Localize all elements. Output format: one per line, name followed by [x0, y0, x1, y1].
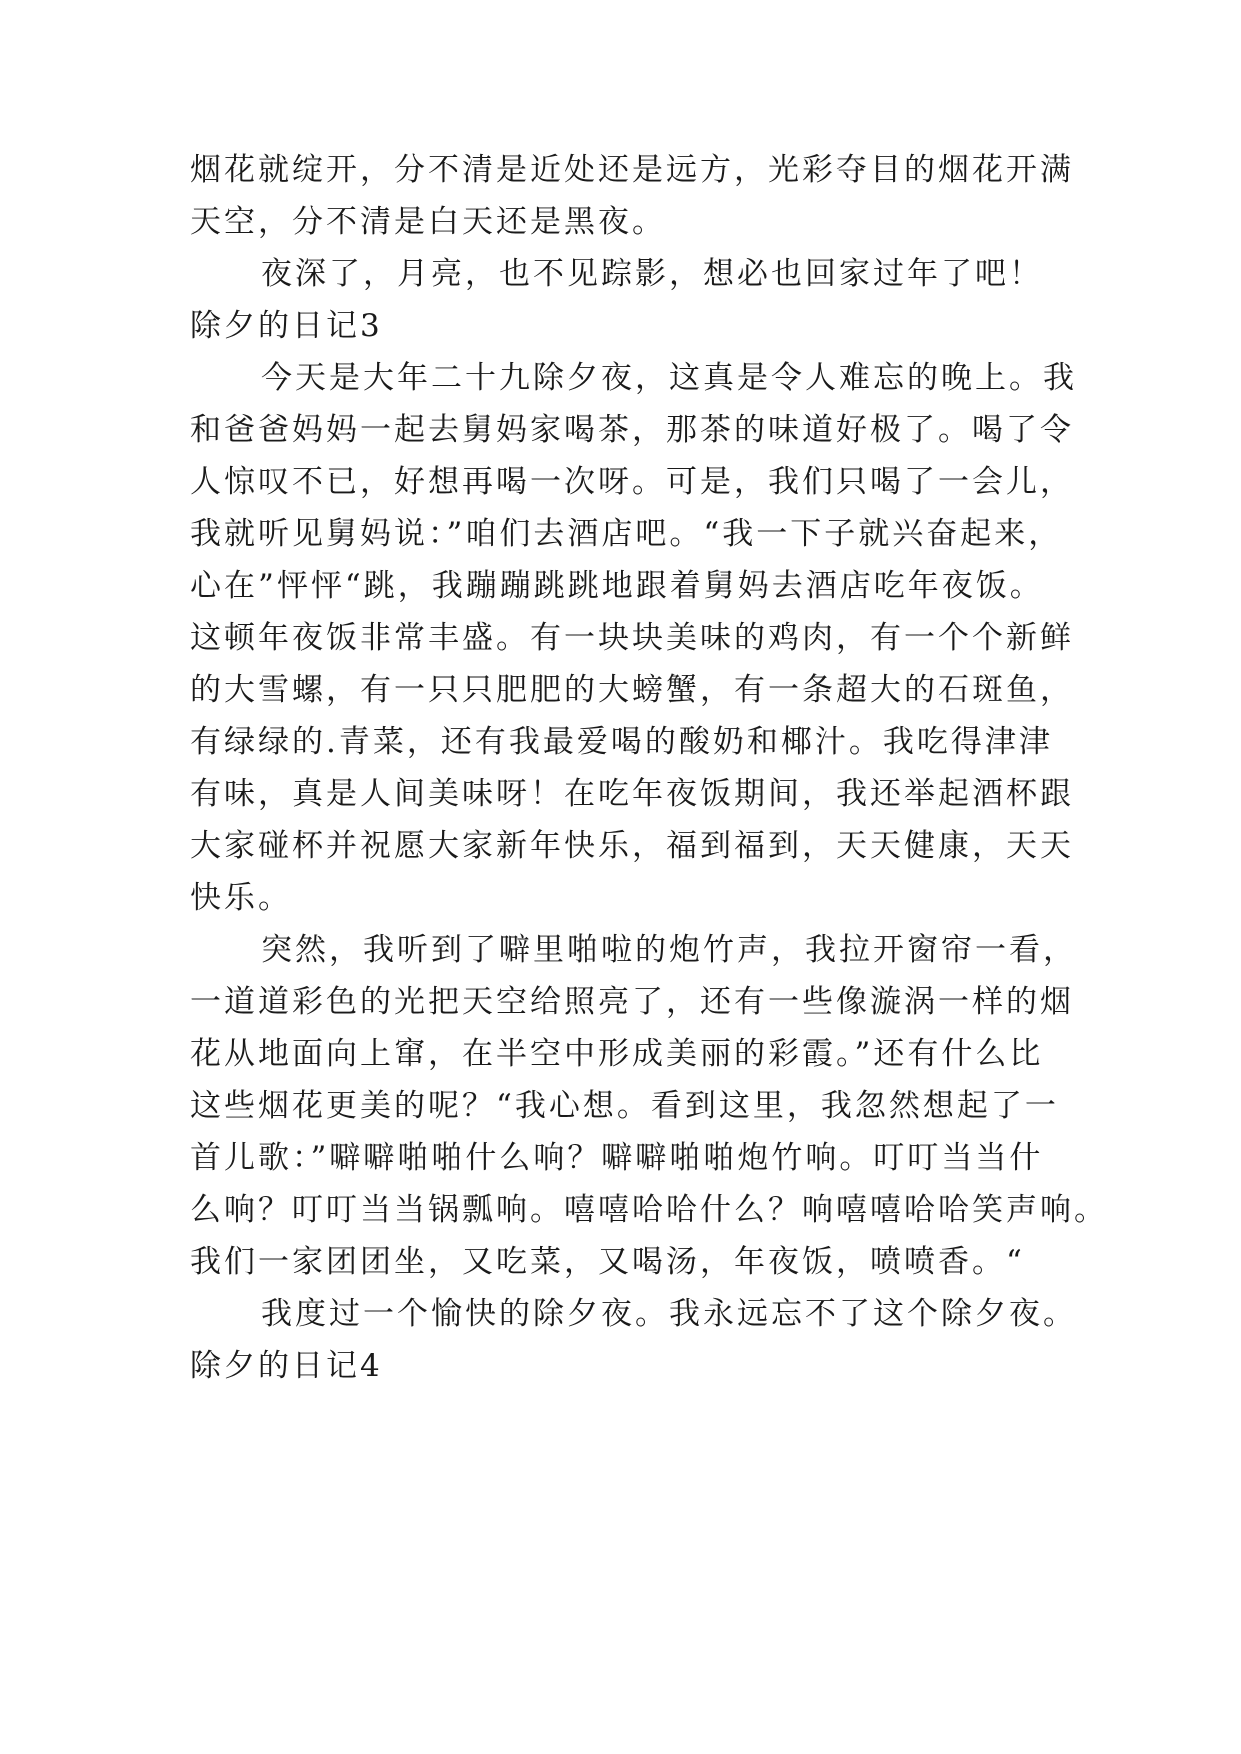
paragraph-line: 首儿歌：”噼噼啪啪什么响？噼噼啪啪炮竹响。叮叮当当什: [190, 1140, 1044, 1176]
paragraph-line: 人惊叹不已，好想再喝一次呀。可是，我们只喝了一会儿，: [190, 464, 1074, 500]
paragraph-line: 有味，真是人间美味呀！在吃年夜饭期间，我还举起酒杯跟: [190, 776, 1074, 812]
paragraph-line: 我就听见舅妈说：”咱们去酒店吧。“我一下子就兴奋起来，: [190, 516, 1063, 552]
paragraph-line: 么响？叮叮当当锅瓢响。嘻嘻哈哈什么？响嘻嘻哈哈笑声响。: [190, 1192, 1108, 1228]
paragraph-line: 的大雪螺，有一只只肥肥的大螃蟹，有一条超大的石斑鱼，: [190, 672, 1074, 708]
paragraph-line: 心在”怦怦“跳，我蹦蹦跳跳地跟着舅妈去酒店吃年夜饭。: [190, 568, 1044, 604]
paragraph-line: 夜深了，月亮，也不见踪影，想必也回家过年了吧！: [261, 256, 1043, 292]
paragraph-line: 我度过一个愉快的除夕夜。我永远忘不了这个除夕夜。: [261, 1296, 1077, 1332]
paragraph-line: 我们一家团团坐，又吃菜，又喝汤，年夜饭，喷喷香。“: [190, 1244, 1025, 1280]
paragraph-line: 突然，我听到了噼里啪啦的炮竹声，我拉开窗帘一看，: [261, 932, 1077, 968]
paragraph-line: 快乐。: [190, 880, 292, 916]
paragraph-line: 和爸爸妈妈一起去舅妈家喝茶，那茶的味道好极了。喝了令: [190, 412, 1074, 448]
section-heading: 除夕的日记3: [190, 308, 383, 344]
paragraph-line: 烟花就绽开，分不清是近处还是远方，光彩夺目的烟花开满: [190, 152, 1074, 188]
paragraph-line: 这顿年夜饭非常丰盛。有一块块美味的鸡肉，有一个个新鲜: [190, 620, 1074, 656]
paragraph-line: 今天是大年二十九除夕夜，这真是令人难忘的晚上。我: [261, 360, 1077, 396]
paragraph-line: 一道道彩色的光把天空给照亮了，还有一些像漩涡一样的烟: [190, 984, 1074, 1020]
paragraph-line: 有绿绿的.青菜，还有我最爱喝的酸奶和椰汁。我吃得津津: [190, 724, 1053, 760]
paragraph-line: 天空，分不清是白天还是黑夜。: [190, 204, 666, 240]
paragraph-line: 花从地面向上窜，在半空中形成美丽的彩霞。”还有什么比: [190, 1036, 1044, 1072]
paragraph-line: 这些烟花更美的呢？“我心想。看到这里，我忽然想起了一: [190, 1088, 1059, 1124]
section-heading: 除夕的日记4: [190, 1348, 383, 1384]
paragraph-line: 大家碰杯并祝愿大家新年快乐，福到福到，天天健康，天天: [190, 828, 1074, 864]
